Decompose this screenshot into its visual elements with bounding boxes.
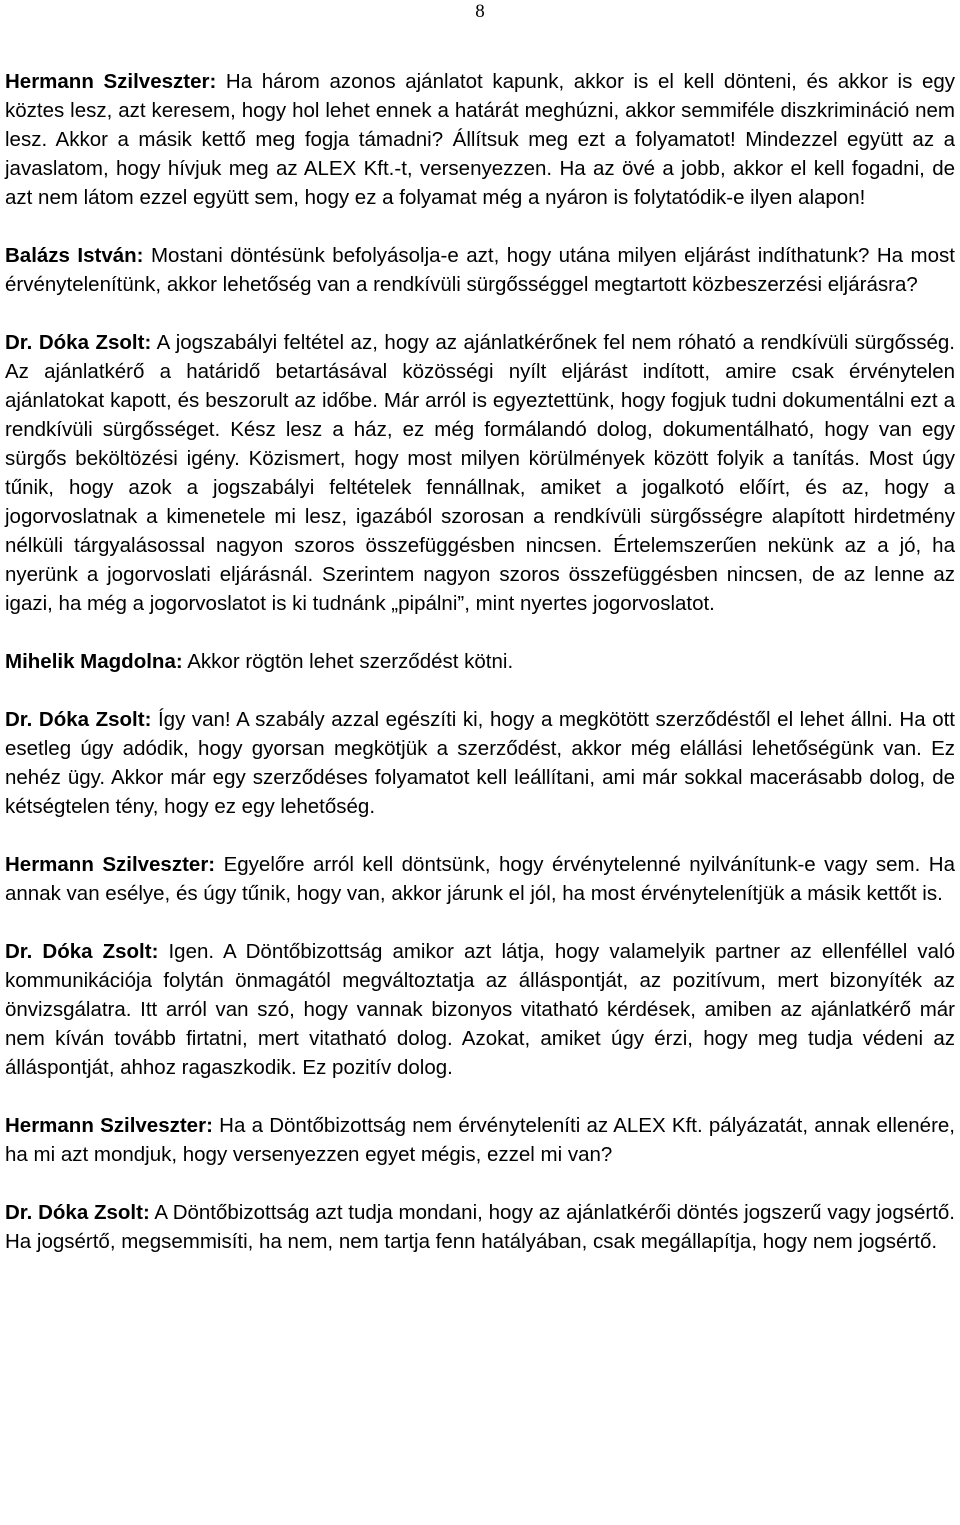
speech-text: Így van! A szabály azzal egészíti ki, hogy a megkötött szerződéstől el lehet állni. Ha ott esetleg úgy adódik, hogy gyorsan megkötjük a szerződést, akkor még elállási lehetőségünk van. Ez nehéz ügy. Akkor már egy szerződéses folyamatot kell leállítani, ami már sokkal macerásabb dolog, de kétségtelen tény, hogy ez egy lehetőség. <box>5 708 955 818</box>
speech-text: A jogszabályi feltétel az, hogy az ajánlatkérőnek fel nem róható a rendkívüli sürgősség. Az ajánlatkérő a határidő betartásával közösségi nyílt eljárást indított, amire csak érvénytelen ajánlatokat kapott, és beszorult az időbe. Már arról is egyeztettünk, hogy fogjuk tudni dokumentálni ezt a rendkívüli sürgősséget. Kész lesz a ház, ez még formálandó dolog, dokumentálható, hogy van egy sürgős beköltözési igény. Közismert, hogy most milyen körülmények között folyik a tanítás. Most úgy tűnik, hogy azok a jogszabályi feltételek fennállnak, amiket a jogalkotó előírt, és az, hogy a jogorvoslatnak a kimenetele mi lesz, igazából szorosan a rendkívüli sürgősségre alapított hirdetmény nélküli tárgyalásossal nagyon szoros összefüggésben nincsen. Értelemszerűen nekünk az a jó, ha nyerünk a jogorvoslati eljárásnál. Szerintem nagyon szoros összefüggésben nincsen, de az lenne az igazi, ha még a jogorvoslatot is ki tudnánk „pipálni”, mint nyertes jogorvoslatot. <box>5 331 955 615</box>
paragraph-4 <box>5 647 955 676</box>
paragraph-7 <box>5 937 955 1082</box>
paragraph-2 <box>5 241 955 299</box>
speaker-name: Mihelik Magdolna: <box>5 650 183 673</box>
page-number: 8 <box>475 1 485 22</box>
paragraph-8 <box>5 1111 955 1169</box>
speaker-name: Dr. Dóka Zsolt: <box>5 1201 150 1224</box>
speaker-name: Hermann Szilveszter: <box>5 1114 213 1137</box>
speech-text: Ha három azonos ajánlatot kapunk, akkor is el kell dönteni, és akkor is egy köztes lesz, azt keresem, hogy hol lehet ennek a határát meghúzni, akkor semmiféle diszkrimináció nem lesz. Akkor a másik kettő meg fogja támadni? Állítsuk meg ezt a folyamatot! Mindezzel együtt az a javaslatom, hogy hívjuk meg az ALEX Kft.-t, versenyezzen. Ha az övé a jobb, akkor el kell fogadni, de azt nem látom ezzel együtt sem, hogy ez a folyamat még a nyáron is folytatódik-e ilyen alapon! <box>5 70 956 209</box>
speaker-name: Hermann Szilveszter: <box>5 853 216 876</box>
speech-text: A Döntőbizottság azt tudja mondani, hogy az ajánlatkérői döntés jogszerű vagy jogsértő. Ha jogsértő, megsemmisíti, ha nem, nem tartja fenn hatályában, csak megállapítja, hogy nem jogsértő. <box>5 1201 955 1253</box>
paragraph-6 <box>5 850 955 908</box>
speaker-name: Balázs István: <box>5 244 144 267</box>
paragraph-9 <box>5 1198 955 1256</box>
document-body <box>5 67 955 1256</box>
speech-text: Mostani döntésünk befolyásolja-e azt, hogy utána milyen eljárást indíthatunk? Ha most érvénytelenítünk, akkor lehetőség van a rendkívüli sürgősséggel megtartott közbeszerzési eljárásra? <box>5 244 955 296</box>
paragraph-1 <box>5 67 955 212</box>
speaker-name: Hermann Szilveszter: <box>5 70 217 93</box>
speech-text: Ha a Döntőbizottság nem érvényteleníti az ALEX Kft. pályázatát, annak ellenére, ha mi azt mondjuk, hogy versenyezzen egyet mégis, ezzel mi van? <box>5 1114 955 1166</box>
speaker-name: Dr. Dóka Zsolt: <box>5 708 152 731</box>
speaker-name: Dr. Dóka Zsolt: <box>5 331 152 354</box>
speech-text: Akkor rögtön lehet szerződést kötni. <box>182 650 514 673</box>
speech-text: Egyelőre arról kell döntsünk, hogy érvénytelenné nyilvánítunk-e vagy sem. Ha annak van esélye, és úgy tűnik, hogy van, akkor járunk el jól, ha most érvénytelenítjük a másik kettőt is. <box>5 853 955 905</box>
paragraph-3 <box>5 328 955 618</box>
paragraph-5 <box>5 705 955 821</box>
speech-text: Igen. A Döntőbizottság amikor azt látja, hogy valamelyik partner az ellenféllel való kommunikációja folytán önmagától megváltoztatja az álláspontját, az pozitívum, mert bizonyíték az önvizsgálatra. Itt arról van szó, hogy vannak bizonyos vitatható kérdések, amiben az ajánlatkérő már nem kíván tovább firtatni, mert vitatható dolog. Azokat, amiket úgy érzi, hogy meg tudja védeni az álláspontját, ahhoz ragaszkodik. Ez pozitív dolog. <box>5 940 955 1079</box>
speaker-name: Dr. Dóka Zsolt: <box>5 940 159 963</box>
